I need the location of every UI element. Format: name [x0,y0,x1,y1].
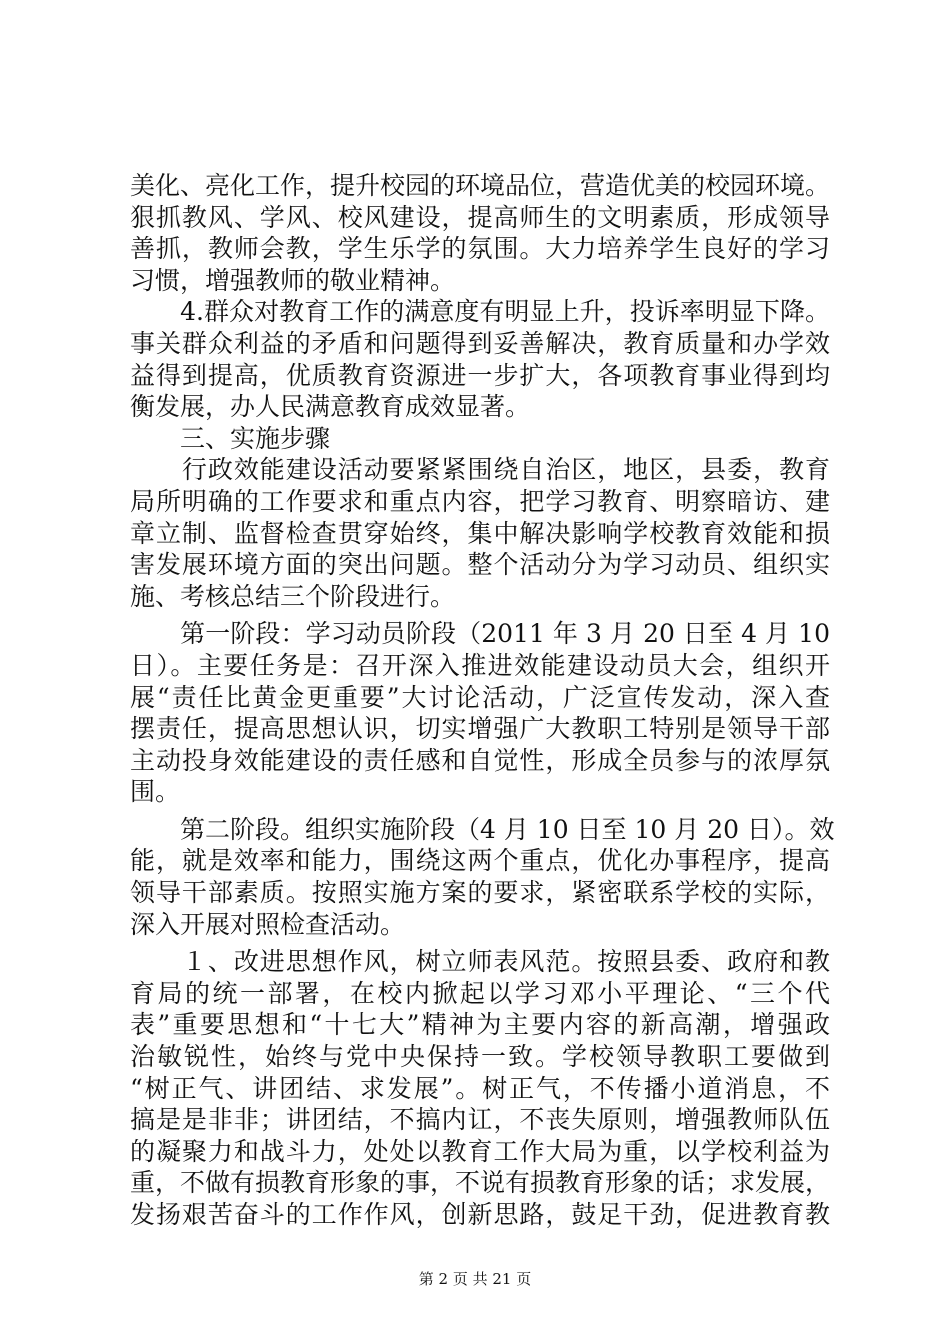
page-number-label: 第 2 页 共 21 页 [418,1270,532,1288]
page-footer [0,1268,950,1289]
section-heading-text: 三、实施步骤 [130,423,331,453]
paragraph-overview [130,454,830,612]
text-line: 主动投身效能建设的责任感和自觉性，形成全员参与的浓厚氛 [130,745,830,775]
text-line: 益得到提高，优质教育资源进一步扩大，各项教育事业得到均 [130,360,830,390]
paragraph-environment [130,170,830,296]
text-line: 施、考核总结三个阶段进行。 [130,581,456,611]
text-line: 美化、亮化工作，提升校园的环境品位，营造优美的校园环境。 [130,171,831,200]
text-line: 重，不做有损教育形象的事，不说有损教育形象的话；求发展， [130,1168,831,1198]
text-line: 治敏锐性，始终与党中央保持一致。学校领导教职工要做到 [130,1042,830,1072]
section-heading [130,423,830,455]
text-line: 发扬艰苦奋斗的工作作风，创新思路，鼓足干劲，促进教育教 [130,1200,830,1229]
text-line: 搞是是非非；讲团结，不搞内讧，不丧失原则，增强教师队伍 [130,1105,830,1135]
document-body [130,170,835,1231]
text-line: “树正气、讲团结、求发展”。树正气，不传播小道消息，不 [130,1073,830,1103]
text-line: 局所明确的工作要求和重点内容，把学习教育、明察暗访、建 [130,486,830,516]
text-line: 行政效能建设活动要紧紧围绕自治区，地区，县委，教育 [130,455,830,485]
text-line: 能，就是效率和能力，围绕这两个重点，优化办事程序，提高 [130,846,830,876]
paragraph-phase-two [130,814,835,940]
paragraph-phase-one [130,618,830,808]
text-line: 事关群众利益的矛盾和问题得到妥善解决，教育质量和办学效 [130,328,830,358]
text-line: 育局的统一部署，在校内掀起以学习邓小平理论、“三个代 [130,978,830,1008]
text-line: 第二阶段。组织实施阶段（4 月 10 日至 10 月 20 日）。效 [130,814,835,844]
text-line: 4.群众对教育工作的满意度有明显上升，投诉率明显下降。 [130,297,830,327]
text-line: 表”重要思想和“十七大”精神为主要内容的新高潮，增强政 [130,1010,830,1040]
text-line: 领导干部素质。按照实施方案的要求，紧密联系学校的实际， [130,878,830,908]
text-line: 深入开展对照检查活动。 [130,909,406,939]
text-line: 摆责任，提高思想认识，切实增强广大教职工特别是领导干部 [130,714,830,744]
paragraph-satisfaction [130,296,830,422]
text-line: 围。 [130,777,181,807]
text-line: 展“责任比黄金更重要”大讨论活动，广泛宣传发动，深入查 [130,682,830,712]
text-line: 狠抓教风、学风、校风建设，提高师生的文明素质，形成领导 [130,202,830,232]
text-line: 害发展环境方面的突出问题。整个活动分为学习动员、组织实 [130,550,830,580]
text-line: 善抓，教师会教，学生乐学的氛围。大力培养学生良好的学习 [130,234,830,264]
text-line: １、改进思想作风，树立师表风范。按照县委、政府和教 [130,947,830,977]
text-line: 日）。主要任务是：召开深入推进效能建设动员大会，组织开 [130,650,830,680]
text-line: 衡发展，办人民满意教育成效显著。 [130,392,531,422]
text-line: 的凝聚力和战斗力，处处以教育工作大局为重，以学校利益为 [130,1136,830,1166]
text-line: 章立制、监督检查贯穿始终，集中解决影响学校教育效能和损 [130,518,830,548]
text-line: 第一阶段：学习动员阶段（2011 年 3 月 20 日至 4 月 10 [130,619,830,649]
text-line: 习惯，增强教师的敬业精神。 [130,265,456,295]
paragraph-style-improvement [130,946,830,1230]
